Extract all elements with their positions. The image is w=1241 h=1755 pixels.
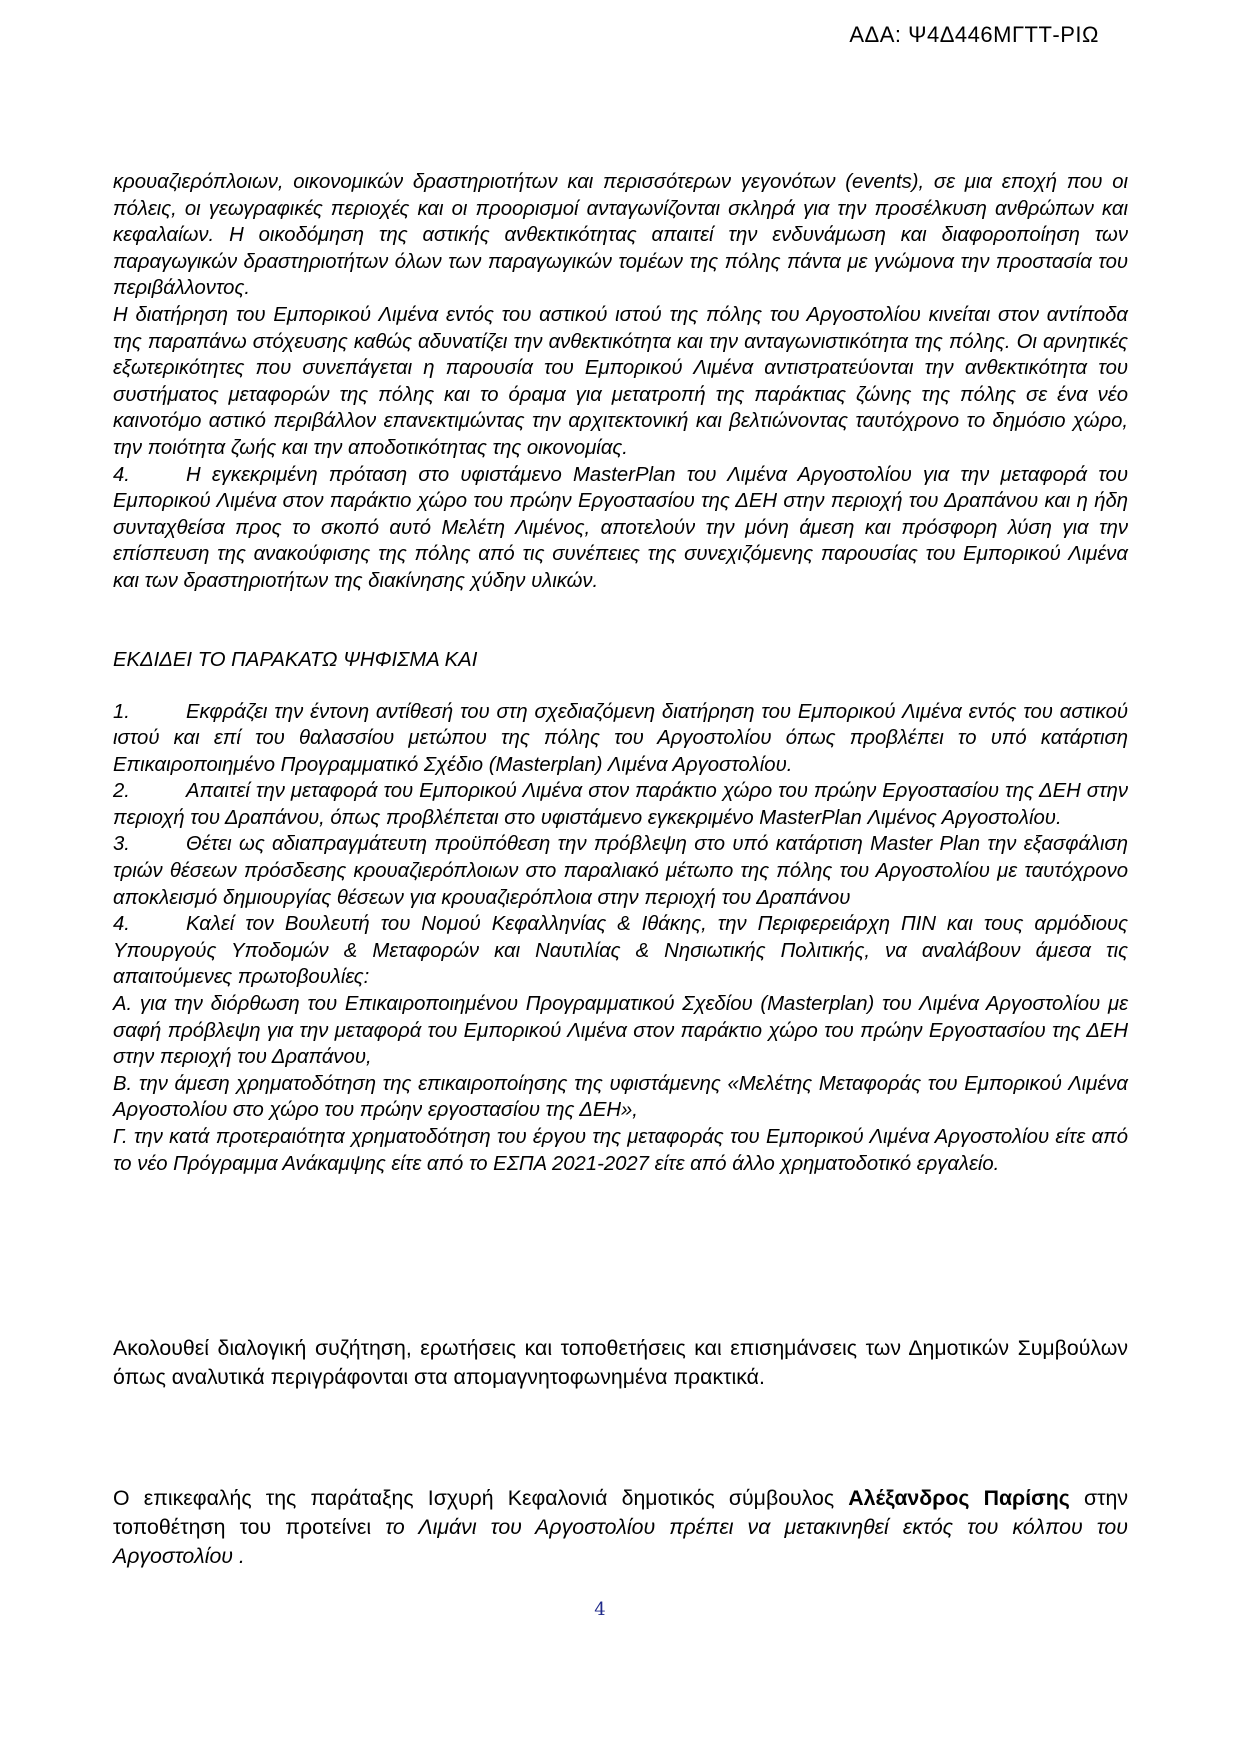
point-text: Η εγκεκριμένη πρόταση στο υφιστάμενο MasterPlan του Λιμένα Αργοστολίου για την μεταφορά του Εμπορικού Λιμένα στον παράκτιο χώρο του πρώην Εργοστασίου της ΔΕΗ στην περιοχή του Δραπάνου και η ήδη συνταχθείσα προς το σκοπό αυτό Μελέτη Λιμένος, αποτελούν την μόνη άμεση και πρόσφορη λύση για την επίσπευση της ανακούφισης της πόλης από τις συνέπειες της συνεχιζόμενης παρουσίας του Εμπορικού Λιμένα και των δραστηριοτήτων της διακίνησης χύδην υλικών. — [113, 463, 1128, 592]
point-4 — [113, 462, 1128, 595]
resolution-text: Απαιτεί την μεταφορά του Εμπορικού Λιμένα στον παράκτιο χώρο του πρώην Εργοστασίου της ΔΕΗ στην περιοχή του Δραπάνου, όπως προβλέπεται στο υφιστάμενο εγκεκριμένο MasterPlan Λιμένος Αργοστολίου. — [113, 780, 1128, 829]
ada-code: ΑΔΑ: Ψ4Δ446ΜΓΤΤ-ΡΙΩ — [849, 22, 1099, 47]
resolution-number: 4. — [113, 913, 130, 936]
paragraph-competitiveness: κρουαζιερόπλοιων, οικονομικών δραστηριοτήτων και περισσότερων γεγονότων (events), σε μια εποχή που οι πόλεις, οι γεωγραφικές περιοχές και οι προορισμοί ανταγωνίζονται σκληρά για την προσέλκυση ανθρώπων και κεφαλαίων. Η οικοδόμηση της αστικής ανθεκτικότητας απαιτεί την ενδυνάμωση και διαφοροποίηση των παραγωγικών δραστηριοτήτων όλων των παραγωγικών τομέων της πόλης πάντα με γνώμονα την προστασία του περιβάλλοντος. — [113, 171, 1128, 300]
resolution-text: Θέτει ως αδιαπραγμάτευτη προϋπόθεση την πρόβλεψη στο υπό κατάρτιση Master Plan την εξασφάλιση τριών θέσεων πρόσδεσης κρουαζιερόπλοιων στο παραλιακό μέτωπο της πόλης του Αργοστολίου με ταυτόχρονο αποκλεισμό δημιουργίας θέσεων για κρουαζιερόπλοια στην περιοχή του Δραπάνου — [113, 833, 1128, 909]
resolution-text: Εκφράζει την έντονη αντίθεσή του στη σχεδιαζόμενη διατήρηση του Εμπορικού Λιμένα εντός του αστικού ιστού και επί του θαλασσίου μετώπου της πόλης του Αργοστολίου όπως προβλέπει το υπό κατάρτιση Επικαιροποιημένο Προγραμματικό Σχέδιο (Masterplan) Λιμένα Αργοστολίου. — [113, 700, 1128, 776]
point-number: 4. — [113, 463, 130, 486]
decision-heading: ΕΚΔΙΔΕΙ ΤΟ ΠΑΡΑΚΑΤΩ ΨΗΦΙΣΜΑ ΚΑΙ — [113, 648, 478, 671]
closing-intro: Ο επικεφαλής της παράταξης Ισχυρή Κεφαλονιά δημοτικός σύμβουλος — [113, 1486, 849, 1510]
subitem-b: Β. την άμεση χρηματοδότηση της επικαιροποίησης της υφιστάμενης «Μελέτης Μεταφοράς του Εμπορικού Λιμένα Αργοστολίου στο χώρο του πρώην εργοστασίου της ΔΕΗ», — [113, 1072, 1128, 1122]
closing-text — [113, 1484, 1128, 1571]
main-text-block — [113, 169, 1128, 1177]
resolution-number: 1. — [113, 700, 130, 723]
discussion-paragraph — [113, 1334, 1128, 1392]
subitem-a: Α. για την διόρθωση του Επικαιροποιημένου Προγραμματικού Σχεδίου (Masterplan) του Λιμένα Αργοστολίου με σαφή πρόβλεψη για την μεταφορά του Εμπορικού Λιμένα στον παράκτιο χώρο του πρώην Εργοστασίου της ΔΕΗ στην περιοχή του Δραπάνου, — [113, 993, 1128, 1069]
resolution-number: 3. — [113, 833, 130, 856]
closing-middle: στην τοποθέτηση του προτείνει — [113, 1486, 1129, 1539]
resolution-item — [113, 778, 1128, 831]
closing-quote: το Λιμάνι του Αργοστολίου πρέπει να μετακινηθεί εκτός του κόλπου του Αργοστολίου . — [113, 1515, 1128, 1568]
resolution-number: 2. — [113, 780, 130, 803]
subitem-c: Γ. την κατά προτεραιότητα χρηματοδότηση του έργου της μεταφοράς του Εμπορικού Λιμένα Αργοστολίου είτε από το νέο Πρόγραμμα Ανάκαμψης είτε από το ΕΣΠΑ 2021-2027 είτε από άλλο χρηματοδοτικό εργαλείο. — [113, 1126, 1128, 1175]
page-number: 4 — [594, 1599, 606, 1620]
resolution-text: Καλεί τον Βουλευτή του Νομού Κεφαλληνίας & Ιθάκης, την Περιφερειάρχη ΠΙΝ και τους αρμόδιους Υπουργούς Υποδομών & Μεταφορών και Ναυτιλίας & Νησιωτικής Πολιτικής, να αναλάβουν άμεσα τις απαιτούμενες πρωτοβουλίες: — [113, 913, 1128, 989]
resolutions-list — [113, 699, 1128, 1178]
resolution-item — [113, 831, 1128, 911]
resolution-item — [113, 911, 1128, 991]
discussion-text: Ακολουθεί διαλογική συζήτηση, ερωτήσεις και τοποθετήσεις και επισημάνσεις των Δημοτικών Συμβούλων όπως αναλυτικά περιγράφονται στα απομαγνητοφωνημένα πρακτικά. — [113, 1336, 1128, 1389]
paragraph-port-retention: Η διατήρηση του Εμπορικού Λιμένα εντός του αστικού ιστού της πόλης του Αργοστολίου κινείται στον αντίποδα της παραπάνω στόχευσης καθώς αδυνατίζει την ανθεκτικότητα και την ανταγωνιστικότητα της πόλης. Οι αρνητικές εξωτερικότητες που συνεπάγεται η παρουσία του Εμπορικού Λιμένα αντιστρατεύονται την ανθεκτικότητα του συστήματος μεταφορών της πόλης και το όραμα για μετατροπή της παράκτιας ζώνης της πόλης σε ένα νέο καινοτόμο αστικό περιβάλλον επανεκτιμώντας την αρχιτεκτονική και βελτιώνοντας ταυτόχρονο το δημόσιο χώρο, την ποιότητα ζωής και την αποδοτικότητας της οικονομίας. — [113, 303, 1128, 459]
closing-paragraph — [113, 1484, 1128, 1571]
resolution-item — [113, 699, 1128, 779]
councillor-name: Αλέξανδρος Παρίσης — [848, 1486, 1070, 1510]
